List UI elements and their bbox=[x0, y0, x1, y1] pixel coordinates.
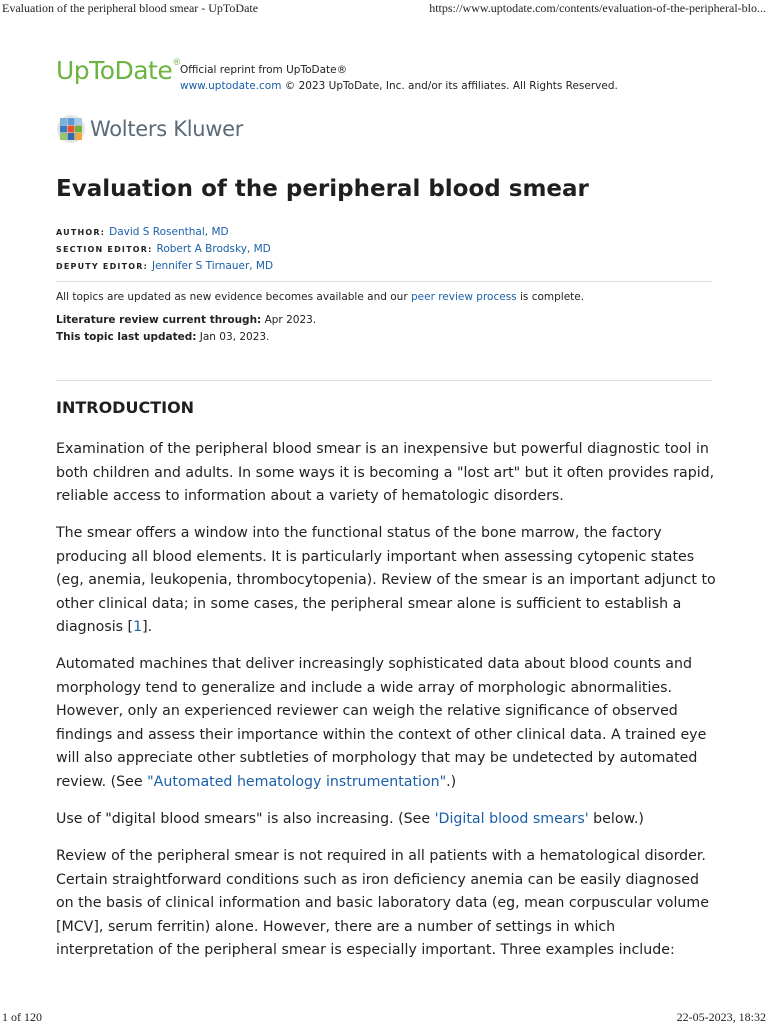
section-editor-link[interactable]: Robert A Brodsky, MD bbox=[156, 243, 271, 255]
last-updated-label: This topic last updated: bbox=[56, 331, 197, 343]
divider bbox=[56, 380, 712, 381]
author-label: AUTHOR: bbox=[56, 228, 106, 237]
uptodate-logo[interactable]: UpToDate® bbox=[56, 56, 181, 85]
print-header-title: Evaluation of the peripheral blood smear - UpToDate bbox=[2, 1, 259, 15]
literature-review-date bbox=[56, 312, 316, 329]
update-note: All topics are updated as new evidence becomes available and our peer review process is complete. bbox=[56, 291, 585, 303]
page-title: Evaluation of the peripheral blood smear bbox=[56, 176, 589, 202]
reprint-line: Official reprint from UpToDate® bbox=[180, 64, 348, 76]
automated-hematology-link[interactable]: "Automated hematology instrumentation" bbox=[147, 773, 447, 790]
uptodate-site-link[interactable]: www.uptodate.com bbox=[180, 80, 282, 92]
literature-review-label: Literature review current through: bbox=[56, 314, 262, 326]
digital-blood-smears-link[interactable]: 'Digital blood smears' bbox=[434, 811, 589, 827]
reference-link[interactable]: 1 bbox=[133, 619, 143, 635]
author-link[interactable]: David S Rosenthal, MD bbox=[109, 226, 229, 238]
page-number: 1 of 120 bbox=[2, 1010, 42, 1024]
divider bbox=[56, 281, 712, 282]
paragraph: Examination of the peripheral blood smear is an inexpensive but powerful diagnostic tool in both children and adults. In some ways it is becoming a "lost art" but it often provides rapid, reliable access to information about a variety of hematologic disorders. bbox=[56, 441, 715, 504]
paragraph: Automated machines that deliver increasingly sophisticated data about blood counts and morphology tend to generalize and include a wide array of morphologic abnormalities. However, only an experienced reviewer can weigh the relative significance of observed findings and assess their importance within the context of other clinical data. A trained eye will also appreciate other subtleties of morphology that may be undetected by automated review. (See "Automated hematology instrumentation".) bbox=[56, 656, 707, 790]
author-line bbox=[56, 224, 229, 241]
deputy-editor-line bbox=[56, 258, 273, 275]
wolters-kluwer-globe-icon bbox=[56, 114, 86, 144]
print-header-url: https://www.uptodate.com/contents/evaluation-of-the-peripheral-blo... bbox=[429, 1, 766, 15]
publisher-name: Wolters Kluwer bbox=[90, 117, 244, 141]
deputy-editor-link[interactable]: Jennifer S Tirnauer, MD bbox=[152, 260, 274, 272]
copyright-line: www.uptodate.com © 2023 UpToDate, Inc. and/or its affiliates. All Rights Reserved. bbox=[180, 80, 618, 92]
reprint-notice bbox=[180, 62, 618, 94]
section-editor-line bbox=[56, 241, 271, 258]
literature-review-value: Apr 2023. bbox=[261, 314, 317, 326]
print-timestamp: 22-05-2023, 18:32 bbox=[676, 1010, 766, 1024]
section-heading: INTRODUCTION bbox=[56, 398, 195, 417]
paragraph: Use of "digital blood smears" is also increasing. (See 'Digital blood smears' below.) bbox=[56, 811, 644, 827]
last-updated-date bbox=[56, 329, 269, 346]
section-editor-label: SECTION EDITOR: bbox=[56, 245, 153, 254]
wolters-kluwer-logo bbox=[56, 114, 243, 144]
paragraph: Review of the peripheral smear is not required in all patients with a hematological disorder. Certain straightforward conditions such as iron deficiency anemia can be easily diagnosed on the basis of clinical information and basic laboratory data (eg, mean corpuscular volume [MCV], serum ferritin) alone. However, there are a number of settings in which interpretation of the peripheral smear is especially important. Three examples include: bbox=[56, 848, 709, 958]
deputy-editor-label: DEPUTY EDITOR: bbox=[56, 262, 148, 271]
peer-review-link[interactable]: peer review process bbox=[410, 291, 517, 303]
paragraph: The smear offers a window into the functional status of the bone marrow, the factory producing all blood elements. It is particularly important when assessing cytopenic states (eg, anemia, leukopenia, thrombocytopenia). Review of the smear is an important adjunct to other clinical data; in some cases, the peripheral smear alone is sufficient to establish a diagnosis [1]. bbox=[56, 525, 716, 635]
last-updated-value: Jan 03, 2023. bbox=[196, 331, 270, 343]
